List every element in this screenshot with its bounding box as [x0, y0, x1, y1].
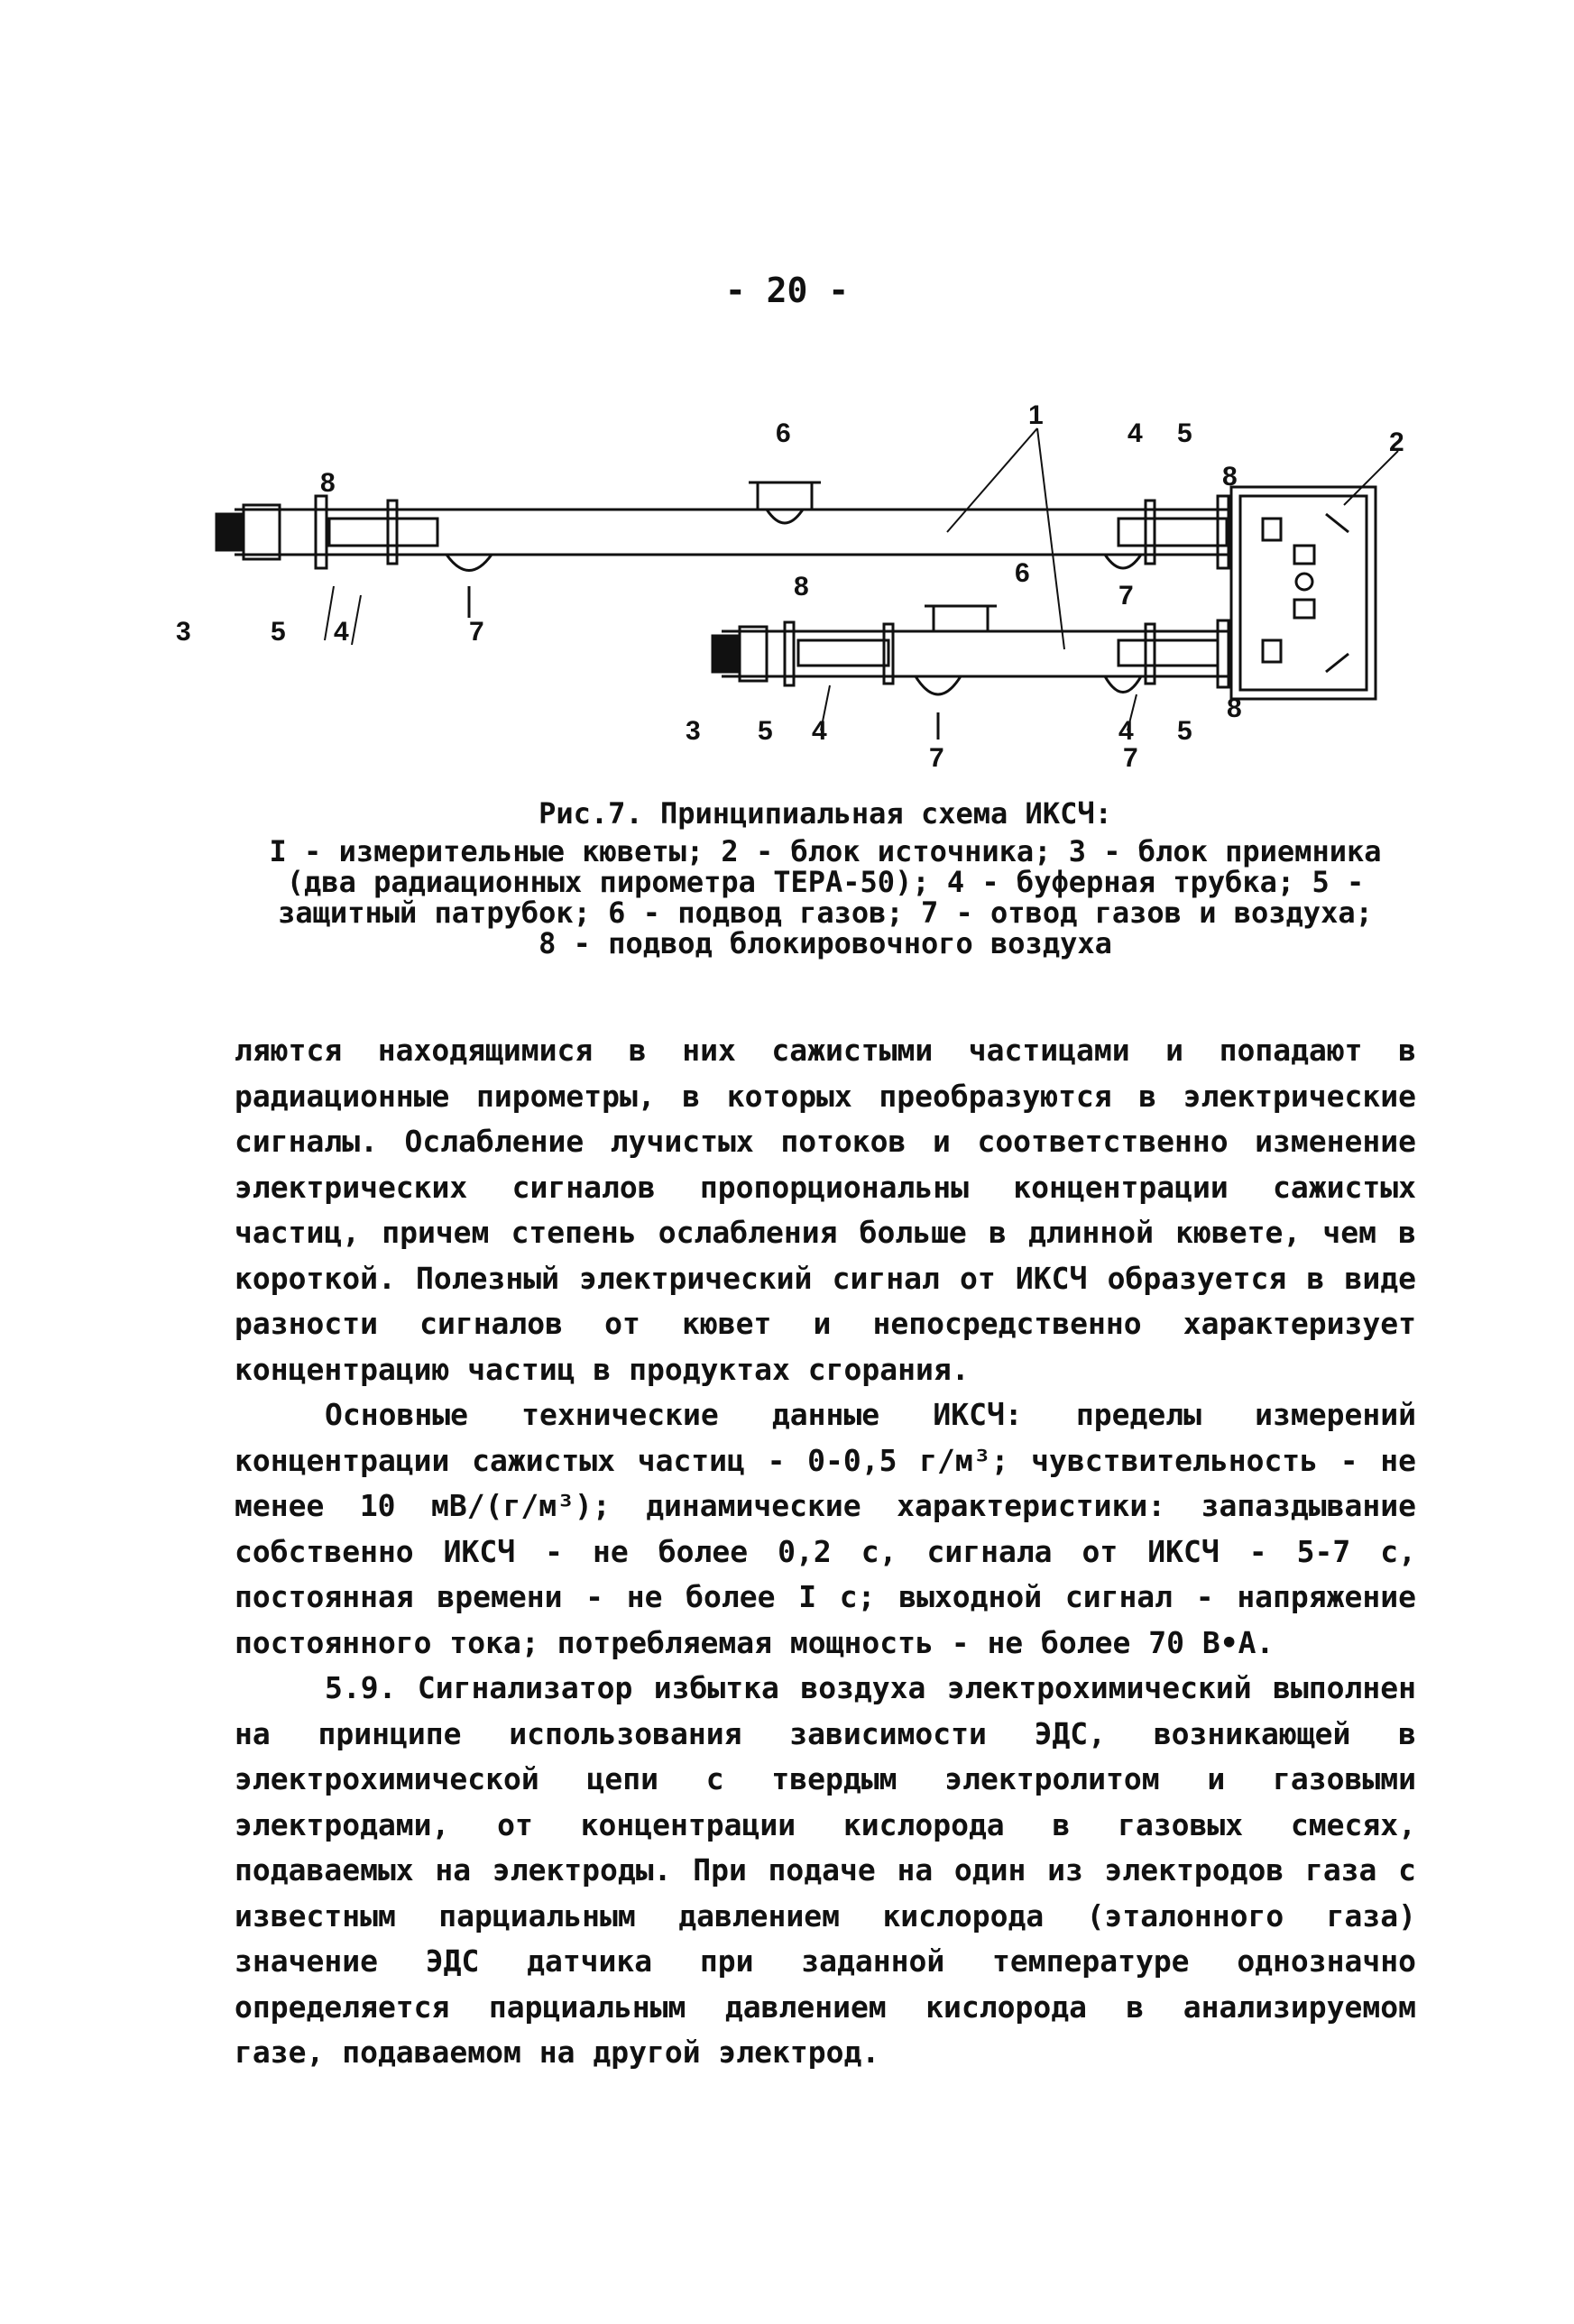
label-7c: 7 [929, 743, 944, 773]
schematic-figure [176, 370, 1461, 776]
label-3b: 3 [686, 716, 701, 746]
label-8c: 8 [1222, 462, 1238, 491]
label-8a: 8 [320, 468, 336, 498]
label-7a: 7 [469, 617, 484, 647]
caption-line: I - измерительные кюветы; 2 - блок источника; 3 - блок приемника [269, 834, 1382, 868]
label-5b: 5 [758, 716, 773, 746]
label-6b: 6 [1015, 558, 1030, 588]
label-4a: 4 [334, 617, 349, 647]
label-5a: 5 [271, 617, 286, 647]
body-text [235, 1028, 1416, 2076]
label-7b: 7 [1118, 581, 1134, 611]
caption-line: (два радиационных пирометра ТЕРА-50); 4 - буферная трубка; 5 - [286, 865, 1365, 899]
source-block [1231, 487, 1376, 699]
schematic-diagram [176, 370, 1461, 776]
paragraph: 5.9. Сигнализатор избытка воздуха электрохимический выполнен на принципе использования зависимости ЭДС, возникающей в электрохимической цепи с твердым электролитом и газовыми электродами, от концентрации кислорода в газовых смесях, подаваемых на электроды. При подаче на один из электродов газа с известным парциальным давлением кислорода (эталонного газа) значение ЭДС датчика при заданной температуре однозначно определяется парциальным давлением кислорода в анализируемом газе, подаваемом на другой электрод. [235, 1670, 1416, 2070]
label-8d: 8 [1227, 694, 1242, 723]
lower-cuvette [713, 606, 1231, 739]
label-4b: 4 [812, 716, 827, 746]
label-2: 2 [1389, 427, 1404, 457]
upper-cuvette [216, 482, 1231, 618]
label-1: 1 [1028, 400, 1044, 430]
paragraph: Основные технические данные ИКСЧ: пределы измерений концентрации сажистых частиц - 0-0,5 г/м³; чувствительность - не менее 10 мВ/(г/м³); динамические характеристики: запаздывание собственно ИКСЧ - не более 0,2 с, сигнала от ИКСЧ - 5-7 с, постоянная времени - не более I с; выходной сигнал - напряжение постоянного тока; потребляемая мощность - не более 70 В•А. [235, 1397, 1416, 1660]
caption-line: 8 - подвод блокировочного воздуха [538, 926, 1112, 960]
label-8b: 8 [794, 572, 809, 602]
label-4c: 4 [1128, 418, 1143, 448]
label-5d: 5 [1177, 716, 1192, 746]
label-7d: 7 [1123, 743, 1138, 773]
caption-title: Рис.7. Принципиальная схема ИКСЧ: [538, 796, 1112, 831]
paragraph: ляются находящимися в них сажистыми частицами и попадают в радиационные пирометры, в которых преобразуются в электрические сигналы. Ослабление лучистых потоков и соответственно изменение электрических сигналов пропорциональны концентрации сажистых частиц, причем степень ослабления больше в длинной кювете, чем в короткой. Полезный электрический сигнал от ИКСЧ образуется в виде разности сигналов от кювет и непосредственно характеризует концентрацию частиц в продуктах сгорания. [235, 1033, 1416, 1387]
page-number: - 20 - [724, 271, 850, 310]
label-3a: 3 [176, 617, 191, 647]
caption-line: защитный патрубок; 6 - подвод газов; 7 - отвод газов и воздуха; [278, 896, 1373, 930]
label-4d: 4 [1118, 716, 1134, 746]
figure-caption [226, 798, 1425, 959]
reference-labels [176, 400, 1404, 773]
label-6a: 6 [776, 418, 791, 448]
label-5c: 5 [1177, 418, 1192, 448]
